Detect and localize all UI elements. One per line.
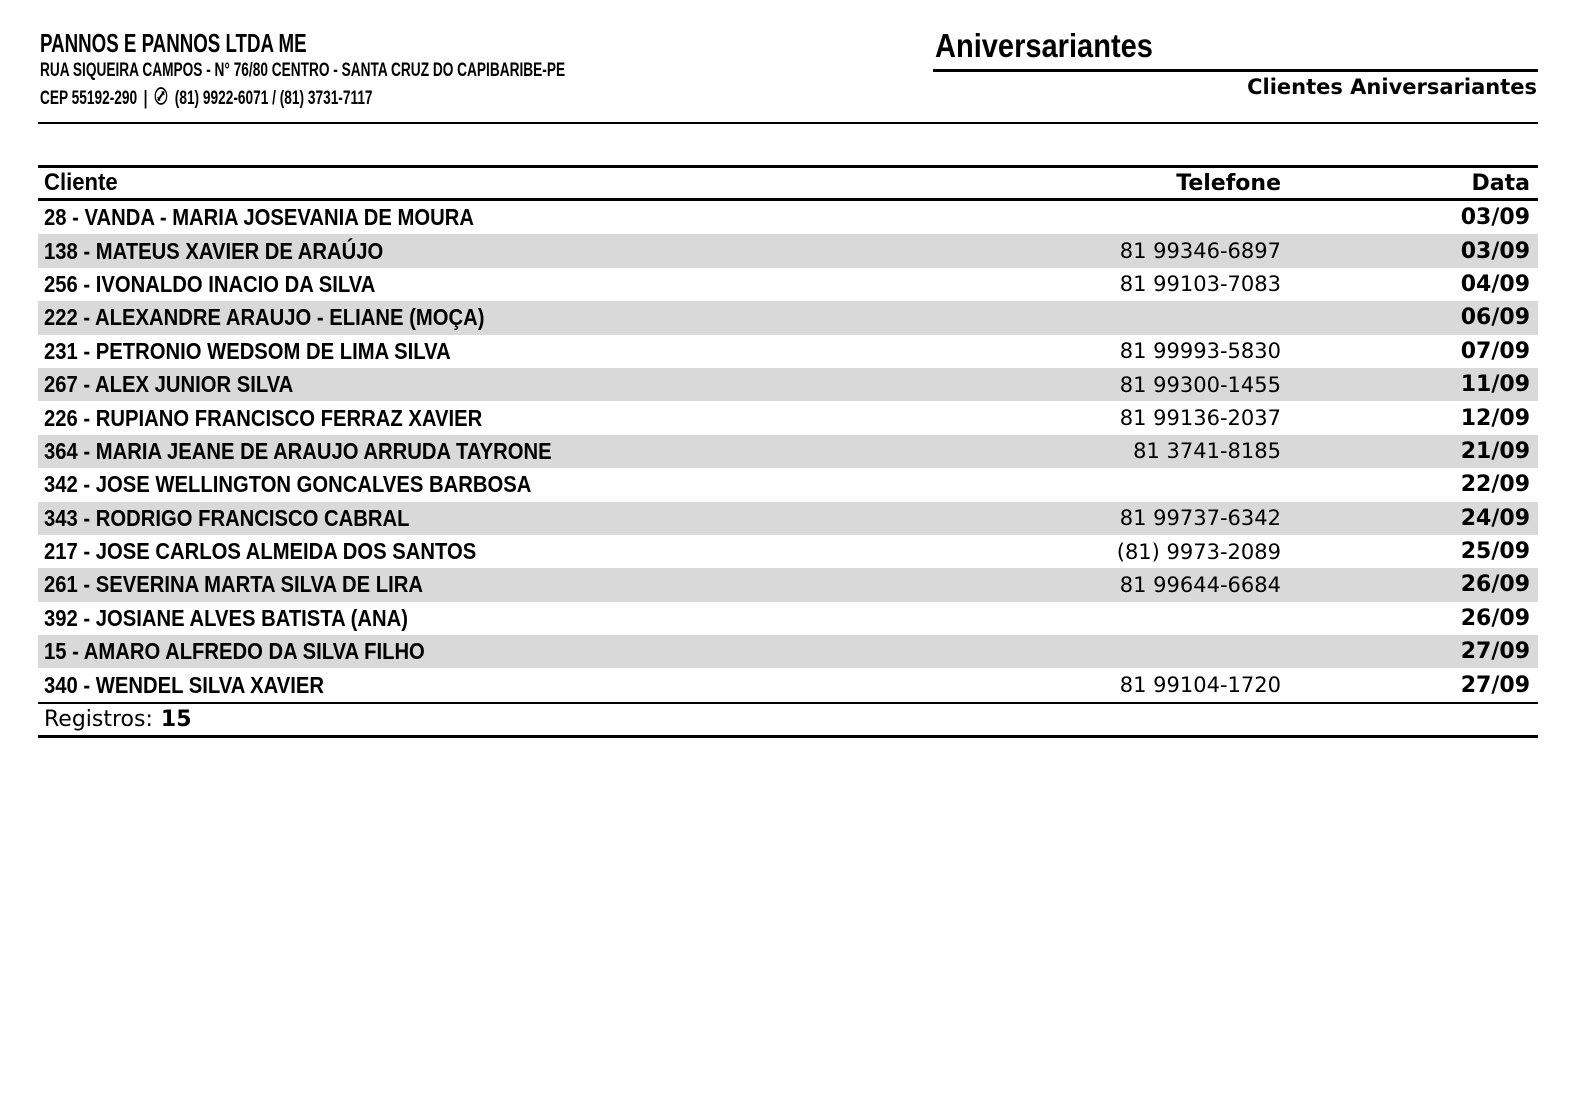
report-subtitle: Clientes Aniversariantes	[1247, 75, 1537, 99]
cell-data: 12/09	[1460, 405, 1530, 431]
cell-telefone: 81 99104-1720	[1119, 673, 1281, 698]
table-rows	[38, 201, 1538, 702]
cell-cliente: 222 - ALEXANDRE ARAUJO - ELIANE (MOÇA)	[44, 304, 485, 331]
company-phones: (81) 9922-6071 / (81) 3731-7117	[174, 88, 373, 110]
header-divider-line	[38, 122, 1538, 124]
table-row	[38, 268, 1538, 301]
cell-telefone: 81 99346-6897	[1119, 239, 1281, 264]
table-row	[38, 201, 1538, 234]
table-row	[38, 468, 1538, 501]
cell-cliente: 261 - SEVERINA MARTA SILVA DE LIRA	[44, 571, 423, 598]
registros-label: Registros:	[44, 706, 153, 732]
table-row	[38, 635, 1538, 668]
cell-cliente: 226 - RUPIANO FRANCISCO FERRAZ XAVIER	[44, 404, 483, 431]
cell-data: 03/09	[1460, 205, 1530, 231]
cell-telefone: 81 3741-8185	[1133, 439, 1281, 464]
cell-cliente: 267 - ALEX JUNIOR SILVA	[44, 371, 294, 398]
table-row	[38, 535, 1538, 568]
table-row	[38, 602, 1538, 635]
table-footer-row	[38, 702, 1538, 738]
report-title: Aniversariantes	[935, 27, 1153, 64]
cell-cliente: 138 - MATEUS XAVIER DE ARAÚJO	[44, 237, 384, 264]
cell-telefone: 81 99103-7083	[1119, 272, 1281, 297]
table-row	[38, 301, 1538, 334]
cell-data: 03/09	[1460, 238, 1530, 264]
table-row	[38, 234, 1538, 267]
company-header	[40, 30, 769, 114]
registros-count: 15	[160, 706, 192, 732]
table-row	[38, 668, 1538, 701]
cell-data: 21/09	[1460, 438, 1530, 464]
separator-bar: |	[143, 88, 148, 110]
cell-telefone: 81 99644-6684	[1119, 572, 1281, 597]
table-header-row	[38, 165, 1538, 201]
cell-data: 22/09	[1460, 472, 1530, 498]
company-cep: CEP 55192-290	[40, 88, 138, 110]
cell-data: 07/09	[1460, 338, 1530, 364]
cell-data: 24/09	[1460, 505, 1530, 531]
table-row	[38, 401, 1538, 434]
company-name: PANNOS E PANNOS LTDA ME	[40, 28, 307, 58]
cell-cliente: 343 - RODRIGO FRANCISCO CABRAL	[44, 504, 410, 531]
cell-cliente: 392 - JOSIANE ALVES BATISTA (ANA)	[44, 604, 408, 631]
birthdays-table	[38, 165, 1538, 738]
cell-data: 11/09	[1460, 372, 1530, 398]
cell-data: 27/09	[1460, 639, 1530, 665]
cell-telefone: (81) 9973-2089	[1116, 539, 1281, 564]
column-header-telefone: Telefone	[1176, 170, 1281, 196]
table-row	[38, 368, 1538, 401]
table-row	[38, 502, 1538, 535]
title-underline	[933, 69, 1538, 72]
cell-telefone: 81 99993-5830	[1119, 339, 1281, 364]
cell-cliente: 256 - IVONALDO INACIO DA SILVA	[44, 270, 376, 297]
cell-data: 25/09	[1460, 539, 1530, 565]
cell-telefone: 81 99300-1455	[1119, 372, 1281, 397]
cell-telefone: 81 99737-6342	[1119, 506, 1281, 531]
cell-cliente: 340 - WENDEL SILVA XAVIER	[44, 671, 325, 698]
column-header-cliente: Cliente	[44, 169, 118, 196]
cell-data: 04/09	[1460, 271, 1530, 297]
table-row	[38, 335, 1538, 368]
table-row	[38, 568, 1538, 601]
cell-cliente: 231 - PETRONIO WEDSOM DE LIMA SILVA	[44, 337, 451, 364]
table-row	[38, 435, 1538, 468]
report-title-block	[935, 28, 1183, 64]
cell-cliente: 217 - JOSE CARLOS ALMEIDA DOS SANTOS	[44, 538, 477, 565]
company-address: RUA SIQUEIRA CAMPOS - N° 76/80 CENTRO - SANTA CRUZ DO CAPIBARIBE-PE	[40, 60, 566, 82]
column-header-data: Data	[1471, 170, 1530, 196]
cell-cliente: 364 - MARIA JEANE DE ARAUJO ARRUDA TAYRONE	[44, 437, 552, 464]
cell-data: 26/09	[1460, 605, 1530, 631]
cell-data: 27/09	[1460, 672, 1530, 698]
cell-cliente: 28 - VANDA - MARIA JOSEVANIA DE MOURA	[44, 204, 474, 231]
phone-icon	[154, 86, 168, 114]
cell-telefone: 81 99136-2037	[1119, 406, 1281, 431]
company-contact-line	[40, 86, 769, 114]
cell-cliente: 342 - JOSE WELLINGTON GONCALVES BARBOSA	[44, 471, 532, 498]
cell-data: 06/09	[1460, 305, 1530, 331]
cell-cliente: 15 - AMARO ALFREDO DA SILVA FILHO	[44, 638, 425, 665]
cell-data: 26/09	[1460, 572, 1530, 598]
